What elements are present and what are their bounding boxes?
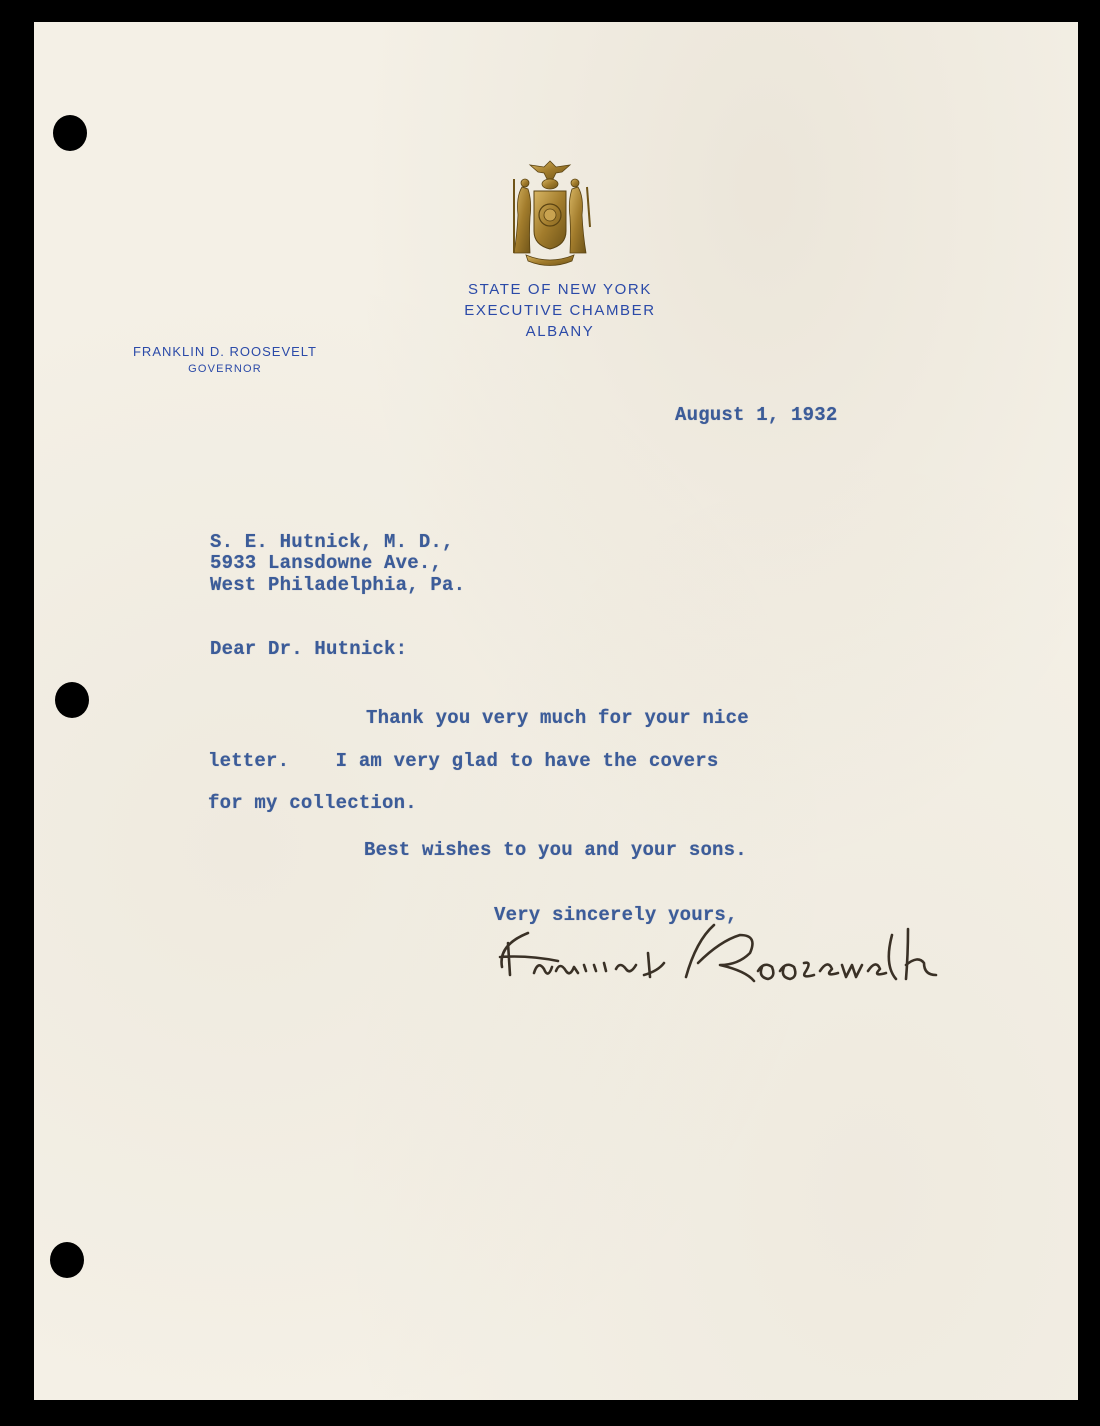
salutation: Dear Dr. Hutnick: [210, 638, 408, 660]
body-line-2: letter. I am very glad to have the covers [208, 750, 719, 772]
letterhead-chamber: EXECUTIVE CHAMBER [464, 302, 656, 319]
recipient-line-3: West Philadelphia, Pa. [210, 574, 466, 596]
letter-date: August 1, 1932 [675, 404, 838, 426]
closing: Very sincerely yours, [494, 904, 738, 926]
body-line-1: Thank you very much for your nice [366, 707, 749, 729]
recipient-line-1: S. E. Hutnick, M. D., [210, 531, 454, 553]
body-line-4: Best wishes to you and your sons. [364, 839, 747, 861]
punch-hole-middle [55, 682, 89, 718]
letterhead-state: STATE OF NEW YORK [468, 281, 652, 298]
punch-hole-top [53, 115, 87, 151]
body-line-3: for my collection. [208, 792, 417, 814]
punch-hole-bottom [50, 1242, 84, 1278]
sender-block [120, 343, 330, 377]
letterhead [410, 279, 710, 342]
sender-name: FRANKLIN D. ROOSEVELT [132, 344, 317, 359]
new-york-state-seal-icon [500, 157, 600, 274]
sender-title: GOVERNOR [188, 363, 262, 375]
letterhead-city: ALBANY [525, 323, 595, 340]
recipient-line-2: 5933 Lansdowne Ave., [210, 552, 443, 574]
handwritten-signature [488, 905, 968, 1000]
